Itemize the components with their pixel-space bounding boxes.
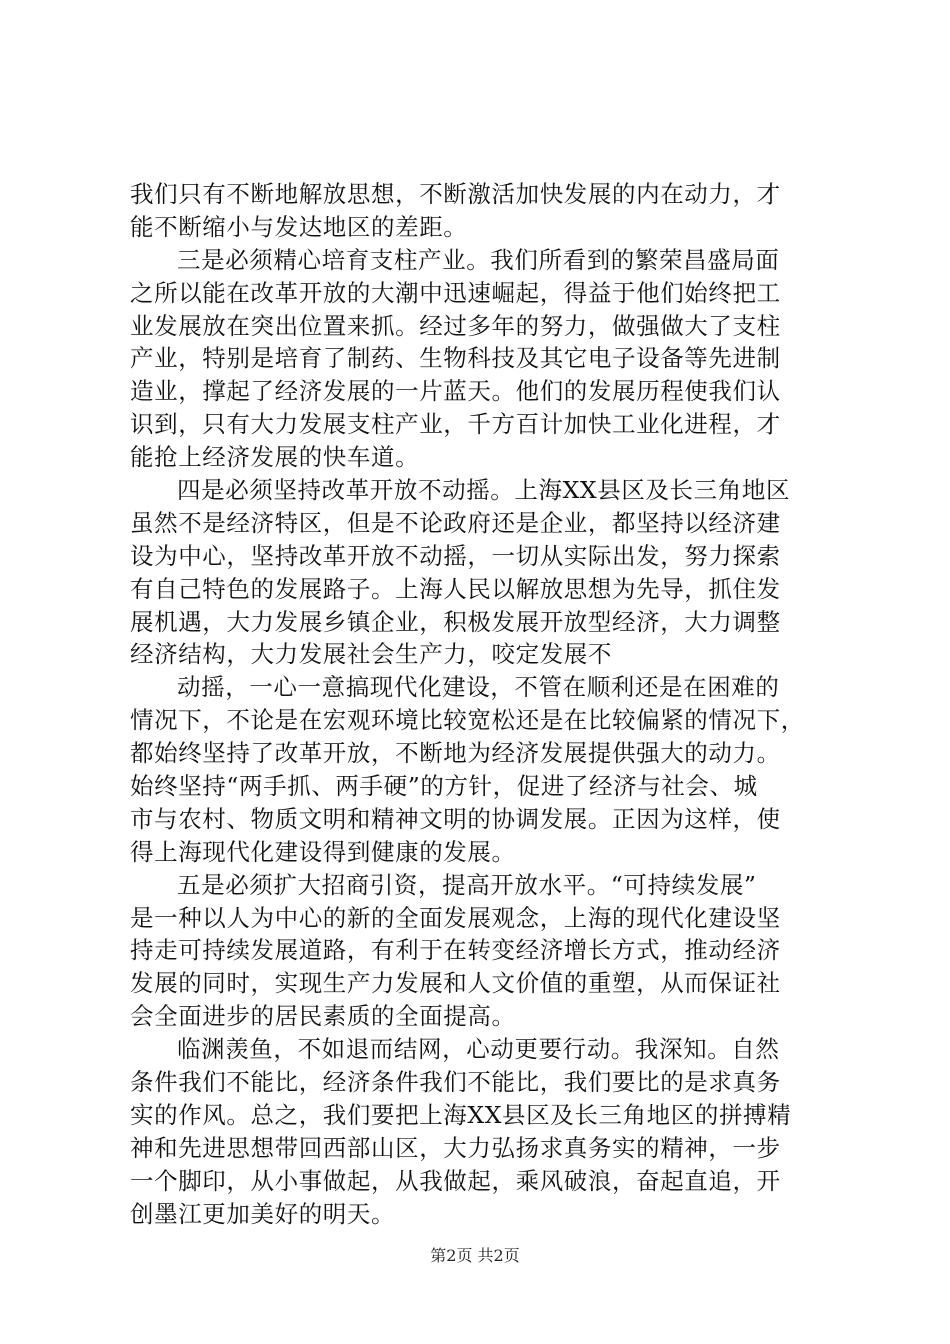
text-line: 神和先进思想带回西部山区，大力弘扬求真务实的精神，一步	[130, 1133, 781, 1162]
text-line: 设为中心，坚持改革开放不动摇，一切从实际出发，努力探索	[130, 541, 781, 570]
text-line: 条件我们不能比，经济条件我们不能比，我们要比的是求真务	[130, 1068, 781, 1097]
page-footer	[0, 1246, 950, 1266]
text-line: 之所以能在改革开放的大潮中迅速崛起，得益于他们始终把工	[130, 278, 781, 307]
text-line: 会全面进步的居民素质的全面提高。	[130, 1002, 516, 1031]
text-line: 实的作风。总之，我们要把上海XX县区及长三角地区的拼搏精	[130, 1100, 792, 1129]
text-line: 一个脚印，从小事做起，从我做起，乘风破浪，奋起直追，开	[130, 1166, 781, 1195]
text-line: 能抢上经济发展的快车道。	[130, 443, 420, 472]
page-number-label: 第2页 共2页	[430, 1246, 520, 1265]
text-line: 展机遇，大力发展乡镇企业，积极发展开放型经济，大力调整	[130, 607, 781, 636]
text-line: 市与农村、物质文明和精神文明的协调发展。正因为这样，使	[130, 804, 781, 833]
text-line: 虽然不是经济特区，但是不论政府还是企业，都坚持以经济建	[130, 508, 781, 537]
text-line: 发展的同时，实现生产力发展和人文价值的重塑，从而保证社	[130, 969, 781, 998]
paragraph-start-line: 五是必须扩大招商引资，提高开放水平。“可持续发展”	[177, 870, 757, 899]
text-line: 识到，只有大力发展支柱产业，千方百计加快工业化进程，才	[130, 410, 781, 439]
paragraph-start-line: 动摇，一心一意搞现代化建设，不管在顺利还是在困难的	[177, 673, 780, 702]
text-line: 造业，撑起了经济发展的一片蓝天。他们的发展历程使我们认	[130, 377, 781, 406]
text-line: 产业，特别是培育了制药、生物科技及其它电子设备等先进制	[130, 344, 781, 373]
text-line: 得上海现代化建设得到健康的发展。	[130, 837, 516, 866]
text-line: 都始终坚持了改革开放，不断地为经济发展提供强大的动力。	[130, 739, 781, 768]
text-line: 经济结构，大力发展社会生产力，咬定发展不	[130, 640, 612, 669]
text-line: 能不断缩小与发达地区的差距。	[130, 212, 468, 241]
text-line: 创墨江更加美好的明天。	[130, 1199, 396, 1228]
paragraph-start-line: 三是必须精心培育支柱产业。我们所看到的繁荣昌盛局面	[177, 245, 780, 274]
text-line: 持走可持续发展道路，有利于在转变经济增长方式，推动经济	[130, 936, 781, 965]
text-line: 业发展放在突出位置来抓。经过多年的努力，做强做大了支柱	[130, 311, 781, 340]
text-line: 情况下，不论是在宏观环境比较宽松还是在比较偏紧的情况下，	[130, 706, 805, 735]
text-line: 我们只有不断地解放思想，不断激活加快发展的内在动力，才	[130, 180, 781, 208]
paragraph-start-line: 四是必须坚持改革开放不动摇。上海XX县区及长三角地区	[177, 476, 791, 505]
body-text	[130, 178, 830, 1231]
paragraph-start-line: 临渊羡鱼，不如退而结网，心动更要行动。我深知。自然	[177, 1035, 780, 1064]
text-line: 是一种以人为中心的新的全面发展观念，上海的现代化建设坚	[130, 903, 781, 932]
text-line: 有自己特色的发展路子。上海人民以解放思想为先导，抓住发	[130, 574, 781, 603]
text-line: 始终坚持“两手抓、两手硬”的方针，促进了经济与社会、城	[130, 772, 758, 801]
